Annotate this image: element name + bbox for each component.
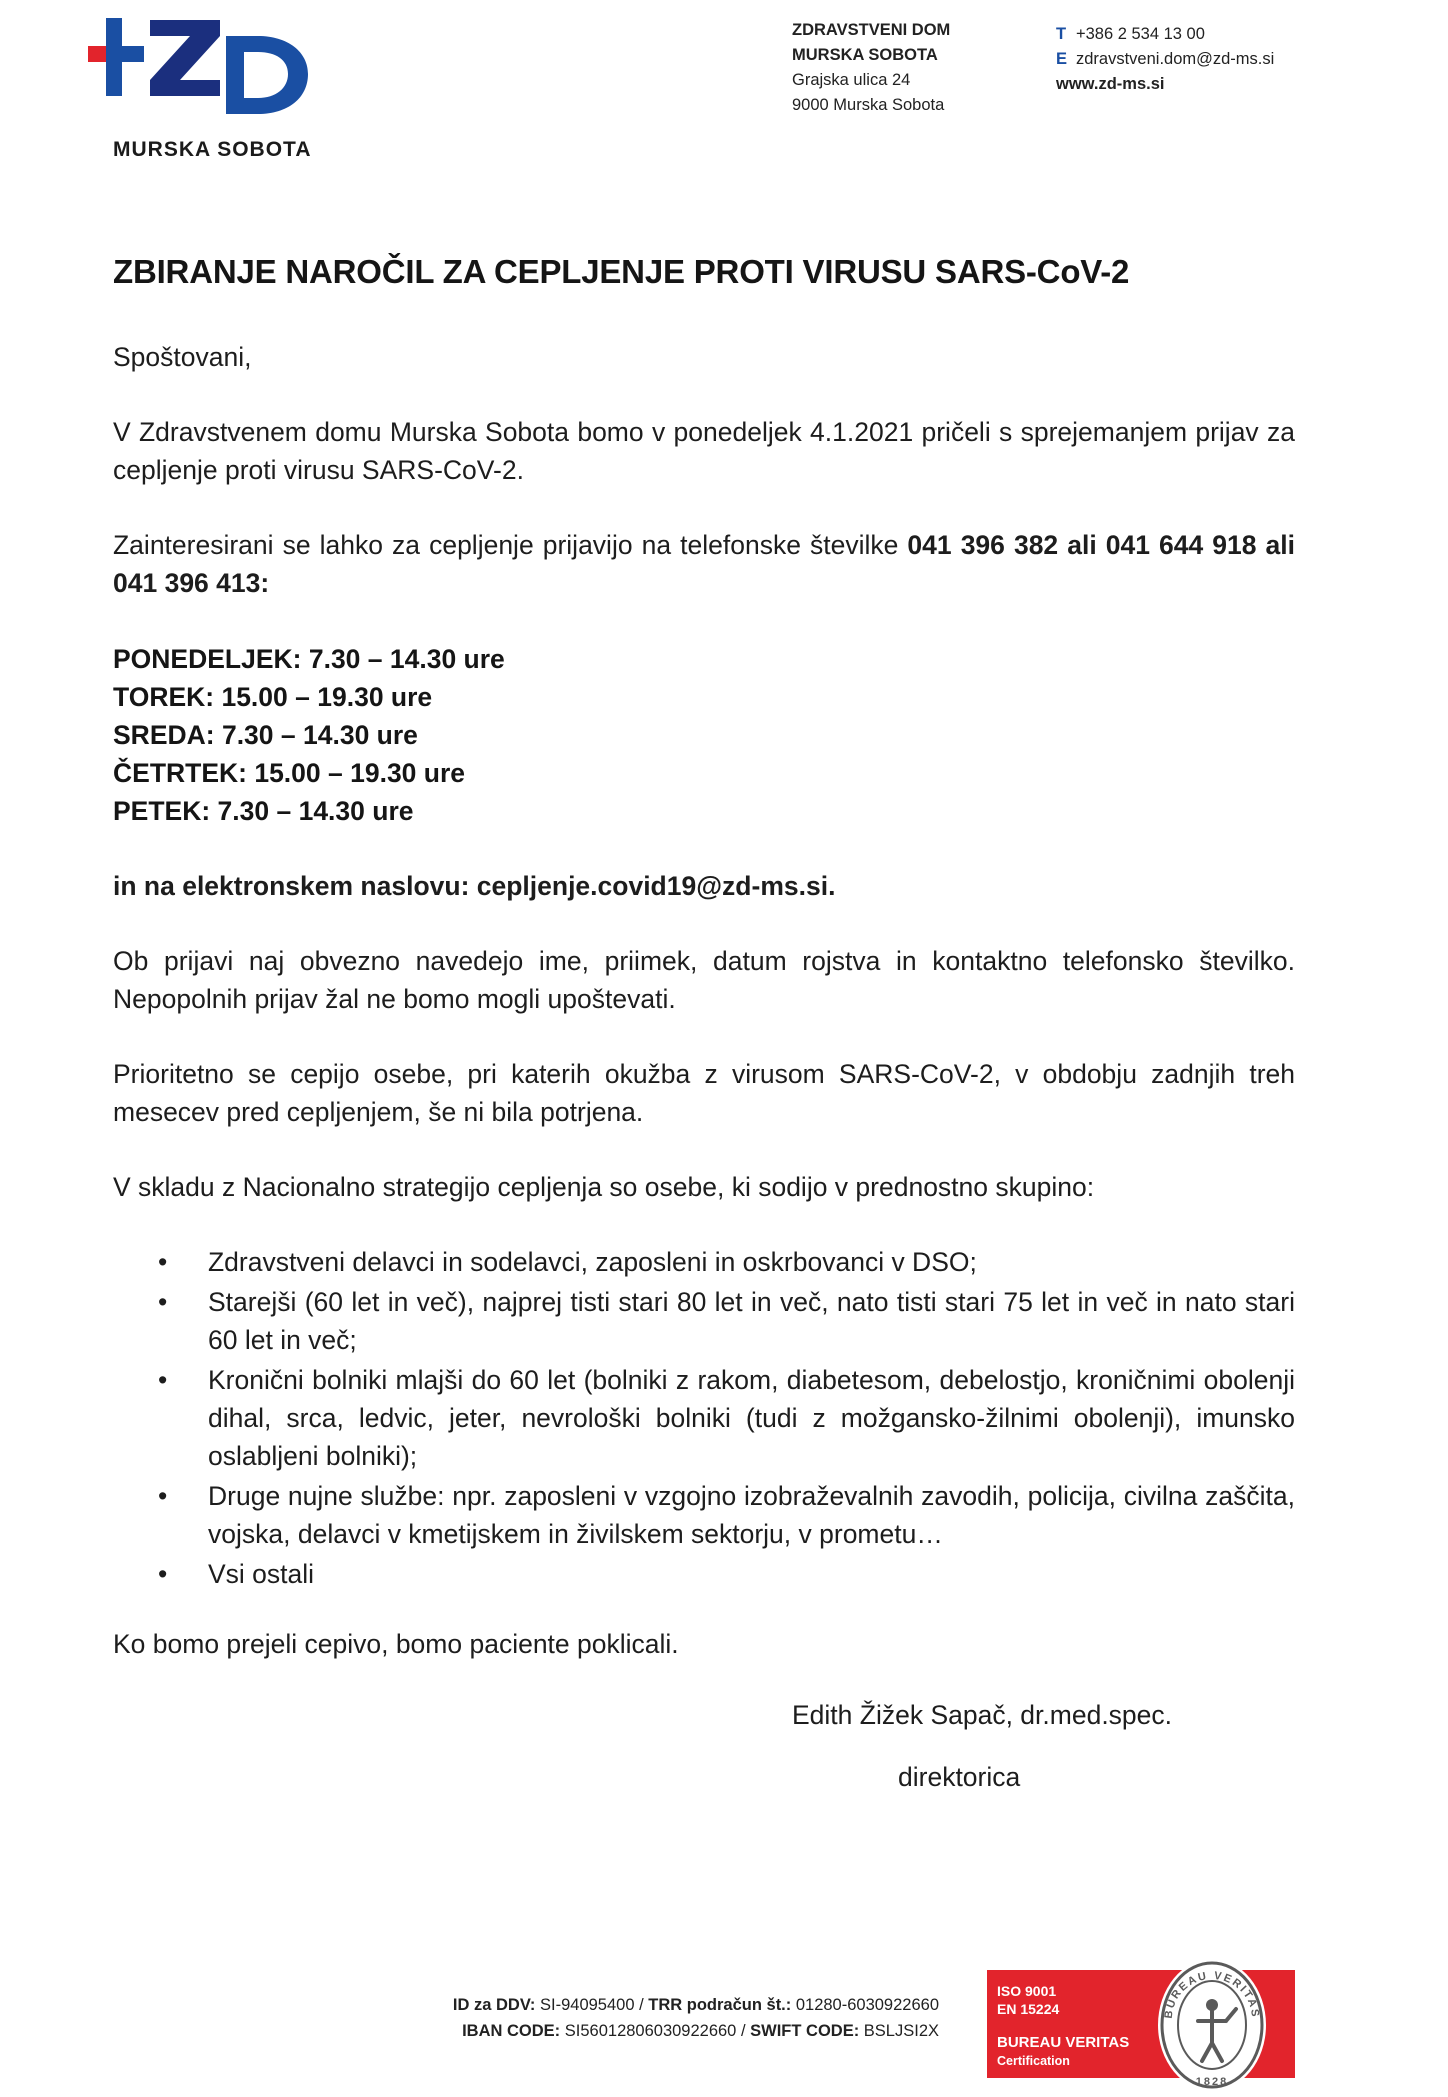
seal-year: 1828 [1195,2076,1229,2088]
schedule-monday: PONEDELJEK: 7.30 – 14.30 ure [113,644,505,674]
swift-label: SWIFT CODE: [750,2022,860,2040]
signature-name: Edith Žižek Sapač, dr.med.spec. [792,1700,1173,1730]
schedule-tuesday: TOREK: 15.00 – 19.30 ure [113,682,433,712]
bullet: • [158,1287,168,1317]
schedule-wednesday: SREDA: 7.30 – 14.30 ure [113,720,418,750]
schedule-list [113,640,505,830]
phone-key: T [1056,25,1067,43]
greeting: Spoštovani, [113,342,252,372]
address-line-4: 9000 Murska Sobota [792,96,945,114]
priority-groups-list [113,1243,1295,1595]
list-item: • Starejši (60 let in več), najprej tisti stari 80 let in več, nato tisti stari 75 let in več in nato stari 60 let in več; [113,1283,1295,1359]
paragraph-requirements: Ob prijavi naj obvezno navedejo ime, priimek, datum rojstva in kontaktno telefonsko številko. Nepopolnih prijav žal ne bomo mogli upoštevati. [113,946,1295,1014]
seal-top-text: BUREAU VERITAS [1162,1969,1262,2020]
address-line-1: ZDRAVSTVENI DOM [792,21,951,39]
certification-badge [987,1969,1295,2088]
footer-bank-line [462,2022,939,2041]
phone-number[interactable]: +386 2 534 13 00 [1076,25,1205,43]
list-item: • Druge nujne službe: npr. zaposleni v vzgojno izobraževalnih zavodih, policija, civilna zaščita, vojska, delavci v kmetijskem in živilskem sektorju, v prometu… [113,1477,1295,1553]
footer-tax-line [453,1996,939,2015]
ddv-label: ID za DDV: [452,1996,536,2014]
list-item: • Kronični bolniki mlajši do 60 let (bolniki z rakom, diabetesom, debelostjo, kroničnimi obolenji dihal, srca, ledvic, jeter, nevrološki bolniki (tudi z možgansko-žilnimi obolenji), imunsko oslabljeni bolniki); [113,1361,1295,1475]
iban-label: IBAN CODE: [462,2022,561,2040]
schedule-thursday: ČETRTEK: 15.00 – 19.30 ure [113,758,466,788]
swift-value: BSLJSI2X [859,2022,939,2040]
email-line: in na elektronskem naslovu: cepljenje.covid19@zd-ms.si. [113,871,836,901]
document-title: ZBIRANJE NAROČIL ZA CEPLJENJE PROTI VIRUSU SARS-CoV-2 [113,253,1130,290]
logo-city-name: MURSKA SOBOTA [113,138,312,161]
schedule-friday: PETEK: 7.30 – 14.30 ure [113,796,414,826]
bureau-veritas-seal-icon [1152,1953,1272,2097]
list-item: • Vsi ostali [113,1555,1295,1593]
phone-numbers: 041 396 382 ali 041 644 918 ali 041 396 413: [113,530,1295,598]
trr-label: TRR podračun št.: [648,1996,792,2014]
closing-line: Ko bomo prejeli cepivo, bomo paciente poklicali. [113,1629,679,1659]
address-block [792,18,950,118]
bullet: • [158,1559,168,1589]
paragraph-intro: V Zdravstvenem domu Murska Sobota bomo v ponedeljek 4.1.2021 pričeli s sprejemanjem prijav za cepljenje proti virusu SARS-CoV-2. [113,417,1295,485]
email-key: E [1056,50,1068,68]
trr-value: 01280-6030922660 [791,1996,939,2014]
cert-iso: ISO 9001 [997,1983,1057,1999]
bullet: • [158,1481,168,1511]
phones-intro-text: Zainteresirani se lahko za cepljenje prijavijo na telefonske številke [113,530,908,560]
paragraph-phones [113,526,1295,602]
zd-logo [88,18,318,128]
cert-bureau-veritas: BUREAU VERITAS [997,2034,1130,2051]
list-item: • Zdravstveni delavci in sodelavci, zaposleni in oskrbovanci v DSO; [113,1243,1295,1281]
cert-en: EN 15224 [997,2001,1060,2017]
paragraph-strategy: V skladu z Nacionalno strategijo cepljenja so osebe, ki sodijo v prednostno skupino: [113,1172,1095,1202]
signature-role: direktorica [898,1762,1021,1792]
cert-certification: Certification [997,2054,1070,2068]
website-link[interactable]: www.zd-ms.si [1056,75,1165,93]
address-line-2: MURSKA SOBOTA [792,46,938,64]
iban-value: SI56012806030922660 / [560,2022,751,2040]
paragraph-priority: Prioritetno se cepijo osebe, pri katerih okužba z virusom SARS-CoV-2, v obdobju zadnjih treh mesecev pred cepljenjem, še ni bila potrjena. [113,1059,1295,1127]
contact-block [1056,22,1274,97]
bullet: • [158,1247,168,1277]
address-line-3: Grajska ulica 24 [792,71,911,89]
ddv-value: SI-94095400 / [535,1996,649,2014]
email-address[interactable]: zdravstveni.dom@zd-ms.si [1076,50,1275,68]
bullet: • [158,1365,168,1395]
